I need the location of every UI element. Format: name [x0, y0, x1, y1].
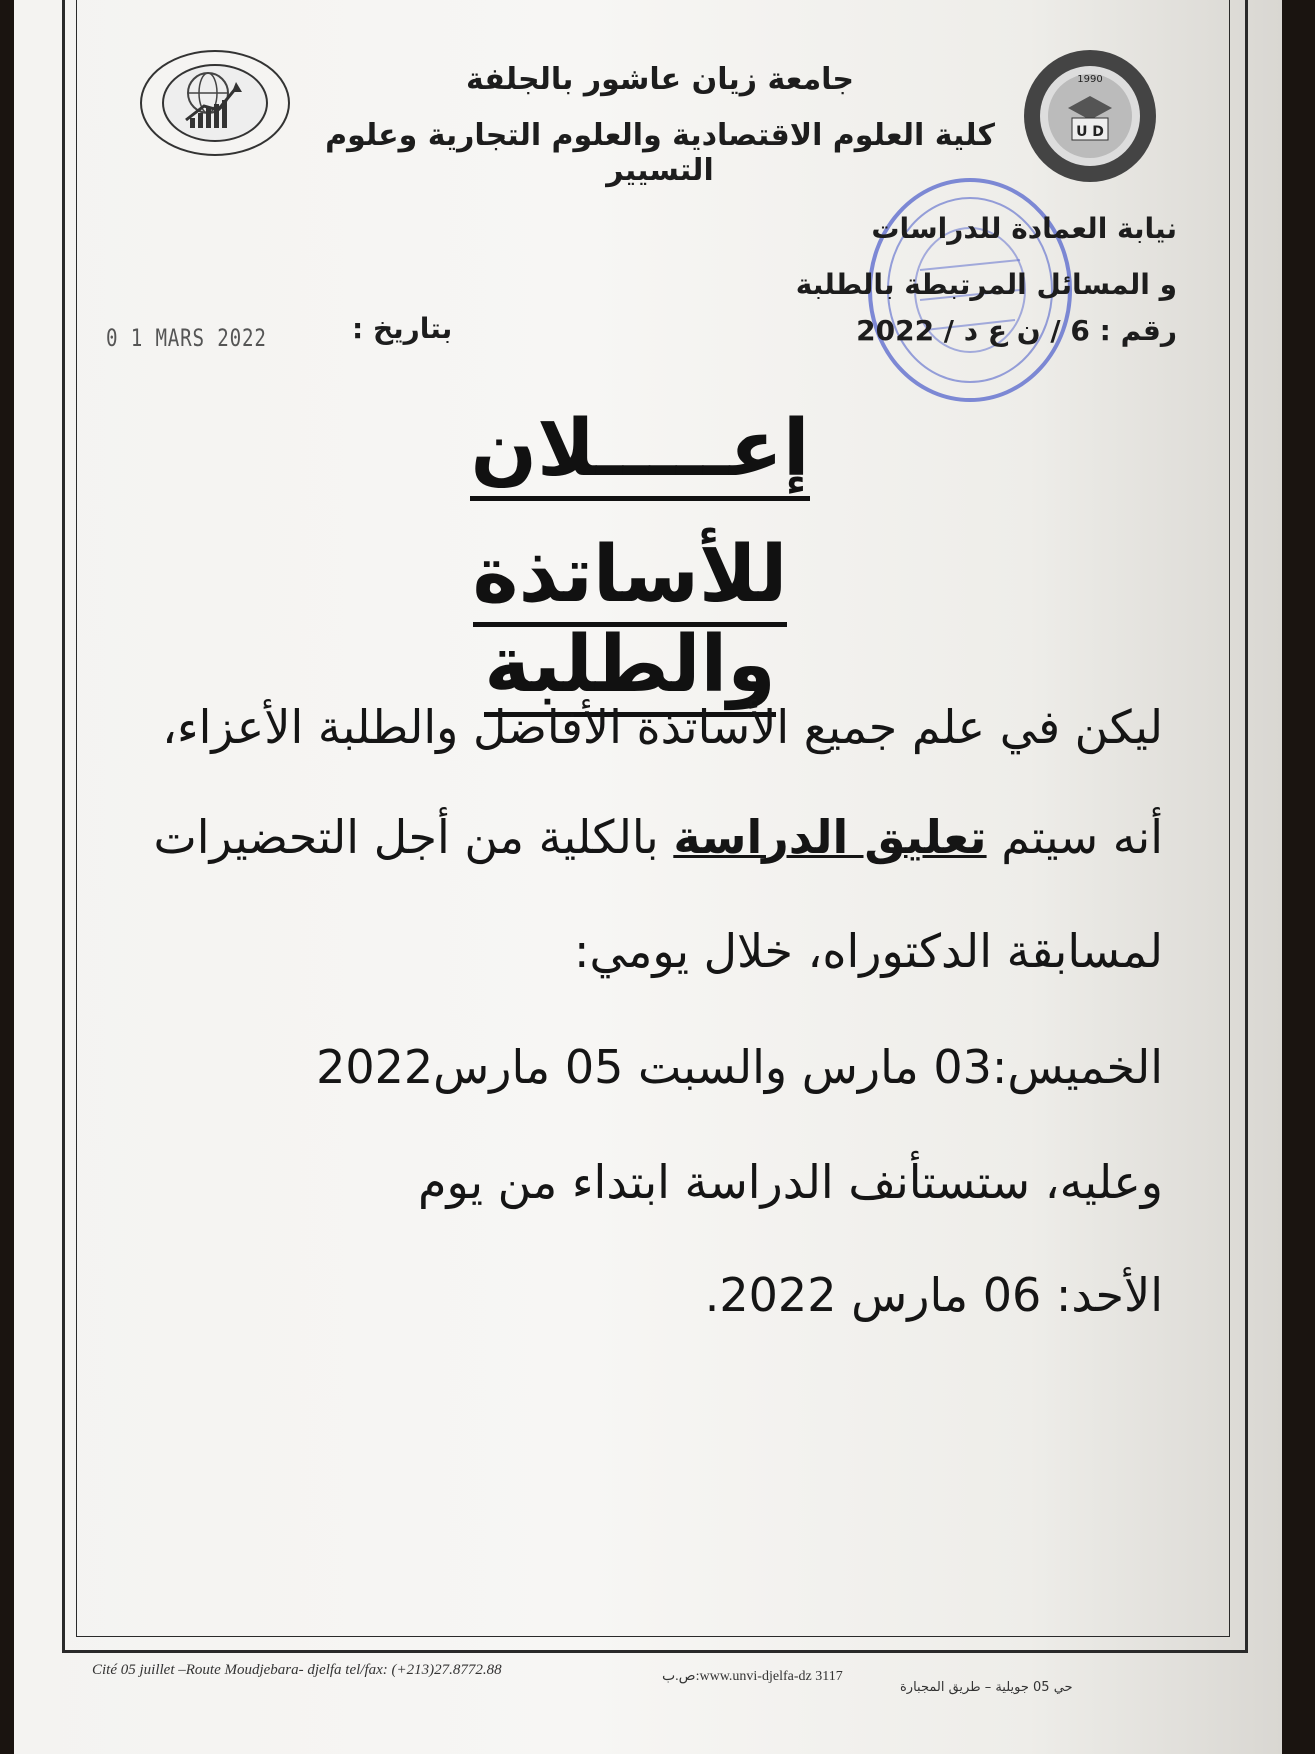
logo-letters: U D — [1076, 124, 1104, 140]
audience-title-text: للأساتذة والطلبة — [473, 530, 788, 717]
audience-title — [350, 530, 910, 710]
body-line-4: الخميس:03 مارس والسبت 05 مارس2022 — [316, 1040, 1163, 1094]
faculty-logo — [138, 48, 292, 158]
date-label: بتاريخ : — [352, 312, 453, 345]
reference-number: رقم : 6 / ن ع د / 2022 — [856, 314, 1177, 347]
body-line-6: الأحد: 06 مارس 2022. — [704, 1268, 1163, 1322]
vice-dean-office: نيابة العمادة للدراسات — [871, 212, 1177, 245]
body-line-1: ليكن في علم جميع الأساتذة الأفاضل والطلبة الأعزاء، — [162, 700, 1163, 754]
faculty-name: كلية العلوم الاقتصادية والعلوم التجارية وعلوم التسيير — [325, 118, 995, 188]
body-line-2 — [153, 810, 1163, 864]
announcement-title — [440, 404, 840, 494]
student-affairs: و المسائل المرتبطة بالطلبة — [795, 268, 1177, 301]
body-line-3: لمسابقة الدكتوراه، خلال يومي: — [573, 924, 1163, 978]
suspension-emphasis: تعليق الدراسة — [673, 810, 987, 864]
logo-year: 1990 — [1077, 74, 1103, 85]
footer-website: www.unvi-djelfa-dz 3117:ص.ب — [662, 1669, 843, 1684]
body-line-2-start: أنه سيتم — [986, 810, 1163, 864]
body-line-5: وعليه، ستستأنف الدراسة ابتداء من يوم — [417, 1155, 1163, 1209]
footer-address: Cité 05 juillet –Route Moudjebara- djelfa tel/fax: (+213)27.8772.88 — [92, 1662, 502, 1678]
university-name: جامعة زيان عاشور بالجلفة — [465, 62, 855, 97]
university-logo — [1020, 46, 1160, 186]
announcement-title-text: إعـــــلان — [470, 404, 809, 501]
footer-address-arabic: حي 05 جويلية – طريق المجبارة — [900, 1680, 1073, 1695]
body-line-2-end: بالكلية من أجل التحضيرات — [153, 810, 674, 864]
date-stamp: 0 1 MARS 2022 — [106, 324, 267, 352]
